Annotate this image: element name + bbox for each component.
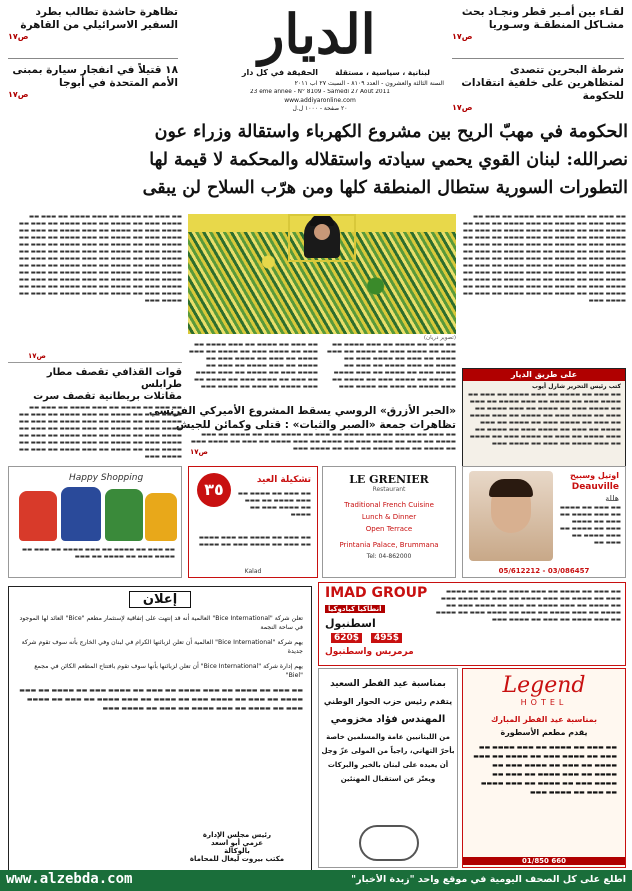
ad-kalad[interactable] bbox=[188, 466, 318, 578]
ad-legrenier[interactable] bbox=[322, 466, 456, 578]
ad-deauville[interactable] bbox=[462, 466, 626, 578]
announcement-title: إعلان bbox=[129, 591, 191, 608]
ad-legrenier-sub: Restaurant bbox=[372, 486, 406, 493]
ad-imad-title: IMAD GROUP bbox=[325, 585, 428, 601]
story-body: ▬▬ ▬▬▬ ▬▬ ▬▬▬▬ ▬▬ ▬▬▬ ▬▬▬▬ ▬▬ ▬▬▬ ▬▬ ▬▬▬▬ ▬▬▬ ▬▬ ▬▬▬▬ ▬▬ ▬▬▬ ▬▬▬▬ ▬▬ ▬▬▬ ▬▬ ▬▬▬▬ ▬▬▬ ▬▬ ▬▬▬▬ ▬▬ ▬▬▬ ▬▬▬▬ ▬▬ ▬▬▬ ▬▬ ▬▬▬▬ ▬▬▬ ▬▬ ▬▬▬▬ ▬▬ ▬▬▬ ▬▬▬▬ ▬▬ ▬▬▬ ▬▬ ▬▬▬▬ ▬▬▬ bbox=[190, 432, 456, 452]
logo-text: الديار bbox=[258, 2, 376, 66]
headline-line-3: التطورات السورية ستطال المنطقة كلها ومن هرّب السلاح لن يبقى bbox=[142, 178, 628, 198]
ad-imad-group[interactable] bbox=[318, 582, 626, 666]
ad-bags-brand: Happy Shopping bbox=[69, 473, 144, 483]
stage-screen bbox=[288, 214, 356, 262]
top-teaser-left-2[interactable] bbox=[8, 64, 178, 110]
website[interactable]: www.addiyaronline.com bbox=[284, 97, 356, 104]
ad-legend-phone: 01/850 660 bbox=[463, 857, 625, 865]
story-headline: «الحبر الأزرق» الروسي يسقط المشروع الأميركي الفرنسي bbox=[148, 405, 456, 417]
ad-kalad-title: تشكيلة العيد bbox=[256, 475, 311, 485]
article-filler-1: ▬▬ ▬▬▬ ▬▬ ▬▬▬▬ ▬▬ ▬▬▬ ▬▬▬▬ ▬▬ ▬▬▬ ▬▬ ▬▬▬▬ ▬▬▬ ▬▬ ▬▬▬▬ ▬▬ ▬▬▬ ▬▬▬▬ ▬▬ ▬▬▬ ▬▬ ▬▬▬▬ ▬▬▬ ▬▬ ▬▬▬▬ ▬▬ ▬▬▬ ▬▬▬▬ ▬▬ ▬▬▬ ▬▬ ▬▬▬▬ ▬▬▬ ▬▬ ▬▬▬▬ ▬▬ ▬▬▬ ▬▬▬▬ ▬▬ ▬▬▬ ▬▬ ▬▬▬▬ ▬▬▬ ▬▬ ▬▬▬▬ ▬▬ ▬▬▬ ▬▬▬▬ ▬▬ ▬▬▬ ▬▬ ▬▬▬▬ ▬▬▬ ▬▬ ▬▬▬▬ ▬▬ ▬▬▬ ▬▬▬▬ ▬▬ ▬▬▬ ▬▬ ▬▬▬▬ ▬▬▬ ▬▬ ▬▬▬▬ ▬▬ ▬▬▬ ▬▬▬▬ ▬▬ ▬▬▬ ▬▬ ▬▬▬▬ ▬▬▬ ▬▬ ▬▬▬▬ ▬▬ ▬▬▬ ▬▬▬▬ ▬▬ ▬▬▬ ▬▬ ▬▬▬▬ ▬▬▬ ▬▬ ▬▬▬▬ ▬▬ ▬▬▬ ▬▬▬▬ ▬▬ ▬▬▬ ▬▬ ▬▬▬▬ ▬▬▬ ▬▬ ▬▬▬▬ ▬▬ ▬▬▬ ▬▬▬▬ ▬▬ ▬▬▬ ▬▬ ▬▬▬▬ ▬▬▬ ▬▬ ▬▬▬▬ ▬▬ ▬▬▬ ▬▬▬▬ ▬▬ ▬▬▬ ▬▬ ▬▬▬▬ ▬▬▬ ▬▬ ▬▬▬▬ ▬▬ ▬▬▬ ▬▬▬▬ ▬▬ ▬▬▬ ▬▬ ▬▬▬▬ ▬▬▬ bbox=[462, 214, 626, 304]
signature-line-4: مكتب بيروت ليغال للمحاماة bbox=[189, 855, 285, 863]
ad-legrenier-line1: Traditional French Cuisine bbox=[344, 501, 434, 509]
ad-kalad-body-2: ▬▬ ▬▬▬ ▬▬ ▬▬▬▬ ▬▬ ▬▬▬ ▬▬▬▬ ▬▬ ▬▬▬ ▬▬ ▬▬▬▬ ▬▬▬ ▬▬ ▬▬▬▬ bbox=[198, 535, 311, 548]
story-subline: تظاهرات جمعة «الصبر والثبات» : قتلى وكمائن للجيش bbox=[175, 419, 456, 431]
ad-legend-sub: HOTEL bbox=[520, 698, 568, 707]
subtagline: لبنانية ، سياسية ، مستقلة bbox=[335, 68, 430, 77]
teaser-divider bbox=[8, 58, 178, 59]
ad-bags-body: ▬▬ ▬▬▬ ▬▬ ▬▬▬▬ ▬▬ ▬▬▬ ▬▬▬▬ ▬▬ ▬▬▬ ▬▬ ▬▬▬▬ ▬▬▬ ▬▬ ▬▬▬▬ ▬▬ ▬▬▬ bbox=[22, 547, 175, 560]
ad-legrenier-line4: Printania Palace, Brummana bbox=[339, 541, 439, 549]
eid-line-3: المهندس فؤاد مخزومي bbox=[330, 714, 446, 725]
teaser-text: شرطة البحرين تتصدى لمتظاهرين على خلفية انتقادات للحكومة bbox=[461, 64, 624, 102]
kalad-logo-icon: ٣٥ bbox=[197, 473, 231, 507]
article-column-right bbox=[462, 214, 626, 364]
teaser-page: ص١٧ bbox=[452, 103, 473, 112]
ad-imad-city: اسطنبول bbox=[325, 617, 376, 630]
ad-legend-hotel[interactable] bbox=[462, 668, 626, 868]
announcement-signature bbox=[177, 831, 297, 863]
top-teaser-left-1[interactable] bbox=[8, 6, 178, 56]
ad-legrenier-phone: Tel: 04-862000 bbox=[366, 553, 412, 560]
teaser-page: ص١٧ bbox=[8, 90, 29, 99]
headline-line-2: نصرالله: لبنان القوي يحمي سيادته واستقلاله والمحكمة لا قيمة لها bbox=[149, 150, 628, 170]
announcement-p3: يهم إدارة شركة "Bice International" أن تعلن لزبائنها بأنها سوف تقوم بافتتاح المطعم الكائن في مجمع "Biel" bbox=[34, 663, 303, 679]
ad-announcement[interactable] bbox=[8, 586, 312, 872]
article-column-middle: ▬▬ ▬▬▬ ▬▬ ▬▬▬▬ ▬▬ ▬▬▬ ▬▬▬▬ ▬▬ ▬▬▬ ▬▬ ▬▬▬▬ ▬▬▬ ▬▬ ▬▬▬▬ ▬▬ ▬▬▬ ▬▬▬▬ ▬▬ ▬▬▬ ▬▬ ▬▬▬▬ ▬▬▬ ▬▬ ▬▬▬▬ ▬▬ ▬▬▬ ▬▬▬▬ ▬▬ ▬▬▬ ▬▬ ▬▬▬▬ ▬▬▬ ▬▬ ▬▬▬▬ ▬▬ ▬▬▬ ▬▬▬▬ ▬▬ ▬▬▬ ▬▬ ▬▬▬▬ ▬▬▬ ▬▬ ▬▬▬▬ ▬▬ ▬▬▬ ▬▬▬▬ ▬▬ ▬▬▬ ▬▬ ▬▬▬▬ ▬▬▬ bbox=[326, 342, 456, 390]
ad-legrenier-name: LE GRENIER bbox=[349, 473, 429, 486]
ad-legend-body: ▬▬ ▬▬▬ ▬▬ ▬▬▬▬ ▬▬ ▬▬▬ ▬▬▬▬ ▬▬ ▬▬▬ ▬▬ ▬▬▬▬ ▬▬▬ ▬▬ ▬▬▬▬ ▬▬ ▬▬▬ ▬▬▬▬ ▬▬ ▬▬▬ ▬▬ ▬▬▬▬ ▬▬▬ ▬▬ ▬▬▬▬ ▬▬ ▬▬▬ ▬▬▬▬ ▬▬ ▬▬▬ ▬▬ ▬▬▬▬ ▬▬▬ ▬▬ ▬▬▬▬ ▬▬ ▬▬▬ ▬▬▬▬ ▬▬ ▬▬▬ ▬▬ ▬▬▬▬ ▬▬▬ bbox=[473, 744, 617, 796]
top-teaser-right-1[interactable] bbox=[452, 6, 624, 56]
editorial-title: على طريق الديار bbox=[463, 369, 625, 381]
announcement-filler: ▬▬ ▬▬▬ ▬▬ ▬▬▬▬ ▬▬ ▬▬▬ ▬▬▬▬ ▬▬ ▬▬▬ ▬▬ ▬▬▬▬ ▬▬▬ ▬▬ ▬▬▬▬ ▬▬ ▬▬▬ ▬▬▬▬ ▬▬ ▬▬▬ ▬▬ ▬▬▬▬ ▬▬▬ ▬▬ ▬▬▬▬ ▬▬ ▬▬▬ ▬▬▬▬ ▬▬ ▬▬▬ ▬▬ ▬▬▬▬ ▬▬▬ ▬▬ ▬▬▬▬ ▬▬ ▬▬▬ ▬▬▬▬ ▬▬ ▬▬▬ ▬▬ ▬▬▬▬ ▬▬▬ bbox=[19, 687, 303, 712]
signature-line-3: بالوكالة bbox=[224, 847, 250, 855]
eid-line-2: يتقدم رئيس حزب الحوار الوطني bbox=[323, 697, 453, 706]
article-column-left: ▬▬ ▬▬▬ ▬▬ ▬▬▬▬ ▬▬ ▬▬▬ ▬▬▬▬ ▬▬ ▬▬▬ ▬▬ ▬▬▬▬ ▬▬▬ ▬▬ ▬▬▬▬ ▬▬ ▬▬▬ ▬▬▬▬ ▬▬ ▬▬▬ ▬▬ ▬▬▬▬ ▬▬▬ ▬▬ ▬▬▬▬ ▬▬ ▬▬▬ ▬▬▬▬ ▬▬ ▬▬▬ ▬▬ ▬▬▬▬ ▬▬▬ ▬▬ ▬▬▬▬ ▬▬ ▬▬▬ ▬▬▬▬ ▬▬ ▬▬▬ ▬▬ ▬▬▬▬ ▬▬▬ ▬▬ ▬▬▬▬ ▬▬ ▬▬▬ ▬▬▬▬ ▬▬ ▬▬▬ ▬▬ ▬▬▬▬ ▬▬▬ ▬▬ ▬▬▬▬ ▬▬ ▬▬▬ ▬▬▬▬ ▬▬ ▬▬▬ ▬▬ ▬▬▬▬ ▬▬▬ ▬▬ ▬▬▬▬ ▬▬ ▬▬▬ ▬▬▬▬ ▬▬ ▬▬▬ ▬▬ ▬▬▬▬ ▬▬▬ ▬▬ ▬▬▬▬ ▬▬ ▬▬▬ ▬▬▬▬ ▬▬ ▬▬▬ ▬▬ ▬▬▬▬ ▬▬▬ ▬▬ ▬▬▬▬ ▬▬ ▬▬▬ ▬▬▬▬ ▬▬ ▬▬▬ ▬▬ ▬▬▬▬ ▬▬▬ ▬▬ ▬▬▬▬ ▬▬ ▬▬▬ ▬▬▬▬ ▬▬ ▬▬▬ ▬▬ ▬▬▬▬ ▬▬▬ ▬▬ ▬▬▬▬ ▬▬ ▬▬▬ ▬▬▬▬ ▬▬ ▬▬▬ ▬▬ ▬▬▬▬ ▬▬▬ ▬▬ ▬▬▬▬ ▬▬ ▬▬▬ ▬▬▬▬ ▬▬ ▬▬▬ ▬▬ ▬▬▬▬ ▬▬▬ bbox=[18, 214, 182, 304]
issue-line: السنة الثالثة والعشرون - العدد ٨١٠٩ - السبت ٢٧ آب ٢٠١١ bbox=[294, 80, 444, 87]
teaser-text: تظاهرة حاشدة تطالب بطرد السفير الاسرائيلي من القاهرة bbox=[20, 6, 178, 31]
announcement-p2: يهم شركة "Bice International" العالمية أن تعلن لزبائنها الكرام في لبنان وفي الخارج بأنه سوف تقوم شركة جديدة bbox=[21, 639, 303, 655]
eid-line-1: بمناسبة عيد الفطر السعيد bbox=[330, 679, 446, 689]
main-photo[interactable] bbox=[188, 214, 456, 334]
left-column-page: ص١٧ bbox=[28, 352, 46, 360]
ad-legend-greeting: بمناسبة عيد الفطر المبارك bbox=[491, 715, 597, 724]
bag-icon-3 bbox=[105, 489, 143, 541]
teaser-divider bbox=[452, 58, 624, 59]
tagline: الحقيقة في كل دار bbox=[241, 68, 318, 77]
ad-imad-price-2: 495$ bbox=[371, 633, 402, 643]
newspaper-logo[interactable] bbox=[186, 2, 448, 72]
editorial-box[interactable] bbox=[462, 368, 626, 480]
top-teaser-right-2[interactable] bbox=[452, 64, 624, 110]
main-headline[interactable] bbox=[92, 118, 628, 206]
ad-kalad-brand: Kalad bbox=[244, 568, 262, 575]
story-qaddafi[interactable] bbox=[8, 362, 182, 462]
ad-bags[interactable] bbox=[8, 466, 182, 578]
ad-deauville-phone: 05/612212 - 03/086457 bbox=[498, 567, 590, 575]
signature-line-1: رئيس مجلس الإدارة bbox=[202, 831, 272, 839]
eid-line-7: ويعتّز عن استقبال المهنئين bbox=[340, 775, 436, 783]
footer-text: اطلع على كل الصحف اليومية في موقع واحد "زبدة الأخبار" bbox=[351, 874, 626, 885]
ad-kalad-body: ▬▬ ▬▬▬ ▬▬ ▬▬▬▬ ▬▬ ▬▬▬ ▬▬▬▬ ▬▬ ▬▬▬ ▬▬ ▬▬▬▬ ▬▬▬ ▬▬ ▬▬▬▬ bbox=[237, 491, 311, 518]
bag-icon-1 bbox=[19, 491, 57, 541]
announcement-p1: تعلن شركة "Bice International" العالمية أنه قد إنتهت على إتفاقية لإستثمار مطعم "Bice" العائد لها الموجود في ساحة النجمة bbox=[19, 615, 303, 631]
bag-icon-4 bbox=[145, 493, 177, 541]
story-page: ص١٧ bbox=[190, 448, 208, 456]
ad-legrenier-line2: Lunch & Dinner bbox=[361, 513, 417, 521]
ad-imad-offer: مرمريس واسطنبول bbox=[325, 647, 414, 657]
price: ٢٠ صفحة - ١٠٠٠ ل.ل bbox=[292, 105, 348, 112]
ad-deauville-name: Deauville bbox=[571, 482, 619, 492]
eid-calligraphy-icon bbox=[359, 825, 419, 861]
ad-legend-offer: يقدم مطعم الأسطورة bbox=[500, 728, 588, 737]
footer-site[interactable]: www.alzebda.com bbox=[6, 871, 133, 887]
teaser-page: ص١٧ bbox=[452, 32, 473, 41]
ad-deauville-title: اوتيل وسبيح bbox=[569, 471, 619, 480]
eid-line-5: بأحرّ التهاني، راجياً من المولى عزّ وجل bbox=[321, 747, 455, 755]
story-headline-1: قوات القذافي تقصف مطار طرابلس bbox=[46, 367, 182, 390]
masthead bbox=[0, 0, 632, 116]
teaser-text: لقـاء بين أمـير قطر ونجـاد بحث مشـاكل المنطقـة وسـوريا bbox=[461, 6, 624, 31]
teaser-text: ١٨ قتيلاً في انفجار سيارة بمبنى الأمم المتحدة في أبوجا bbox=[12, 64, 178, 89]
ad-legend-name: Legend bbox=[502, 673, 586, 698]
signature-line-2: عزمي أبو اسعد bbox=[210, 839, 264, 847]
footer-bar[interactable] bbox=[0, 870, 632, 891]
story-russian-veto[interactable] bbox=[148, 404, 456, 460]
story-headline-2: مقاتلات بريطانية تقصف سرت bbox=[33, 391, 182, 402]
ad-legrenier-line3: Open Terrace bbox=[365, 525, 413, 533]
eid-line-6: أن يعيده على لبنان بالخير والبركات bbox=[327, 761, 449, 769]
bag-icon-2 bbox=[61, 487, 101, 541]
ad-imad-body: ▬▬ ▬▬▬ ▬▬ ▬▬▬▬ ▬▬ ▬▬▬ ▬▬▬▬ ▬▬ ▬▬▬ ▬▬ ▬▬▬▬ ▬▬▬ ▬▬ ▬▬▬▬ ▬▬ ▬▬▬ ▬▬▬▬ ▬▬ ▬▬▬ ▬▬ ▬▬▬▬ ▬▬▬ ▬▬ ▬▬▬▬ ▬▬ ▬▬▬ ▬▬▬▬ ▬▬ ▬▬▬ ▬▬ ▬▬▬▬ ▬▬▬ ▬▬ ▬▬▬▬ ▬▬ ▬▬▬ ▬▬▬▬ ▬▬ ▬▬▬ ▬▬ ▬▬▬▬ ▬▬▬ ▬▬ ▬▬▬▬ ▬▬ ▬▬▬ ▬▬▬▬ ▬▬ ▬▬▬ ▬▬ ▬▬▬▬ ▬▬▬ bbox=[435, 589, 621, 623]
eid-line-4: من اللبنانيين عامة والمسلمين خاصة bbox=[326, 733, 450, 741]
headline-line-1: الحكومة في مهبّ الريح بين مشروع الكهرباء واستقالة وزراء عون bbox=[154, 122, 628, 142]
editorial-byline: كتب رئيس التحرير شارل أيوب bbox=[532, 383, 621, 390]
teaser-page: ص١٧ bbox=[8, 32, 29, 41]
issue-line-en: 23 ème année - N° 8109 - Samedi 27 Août 2011 bbox=[249, 89, 390, 95]
story-body: ▬▬ ▬▬▬ ▬▬ ▬▬▬▬ ▬▬ ▬▬▬ ▬▬▬▬ ▬▬ ▬▬▬ ▬▬ ▬▬▬▬ ▬▬▬ ▬▬ ▬▬▬▬ ▬▬ ▬▬▬ ▬▬▬▬ ▬▬ ▬▬▬ ▬▬ ▬▬▬▬ ▬▬▬ ▬▬ ▬▬▬▬ ▬▬ ▬▬▬ ▬▬▬▬ ▬▬ ▬▬▬ ▬▬ ▬▬▬▬ ▬▬▬ ▬▬ ▬▬▬▬ ▬▬ ▬▬▬ ▬▬▬▬ ▬▬ ▬▬▬ ▬▬ ▬▬▬▬ ▬▬▬ ▬▬ ▬▬▬▬ ▬▬ ▬▬▬ ▬▬▬▬ ▬▬ ▬▬▬ ▬▬ ▬▬▬▬ ▬▬▬ ▬▬ ▬▬▬▬ ▬▬ ▬▬▬ ▬▬▬▬ ▬▬ ▬▬▬ ▬▬ ▬▬▬▬ ▬▬▬ ▬▬ ▬▬▬▬ ▬▬ ▬▬▬ ▬▬▬▬ ▬▬ ▬▬▬ ▬▬ ▬▬▬▬ ▬▬▬ bbox=[18, 405, 182, 459]
ad-imad-price-1: 620$ bbox=[331, 633, 362, 643]
ad-imad-tag: انطاكيا كبادوكيا bbox=[325, 605, 385, 613]
editorial-body: ▬▬ ▬▬▬ ▬▬ ▬▬▬▬ ▬▬ ▬▬▬ ▬▬▬▬ ▬▬ ▬▬▬ ▬▬ ▬▬▬▬ ▬▬▬ ▬▬ ▬▬▬▬ ▬▬ ▬▬▬ ▬▬▬▬ ▬▬ ▬▬▬ ▬▬ ▬▬▬▬ ▬▬▬ ▬▬ ▬▬▬▬ ▬▬ ▬▬▬ ▬▬▬▬ ▬▬ ▬▬▬ ▬▬ ▬▬▬▬ ▬▬▬ ▬▬ ▬▬▬▬ ▬▬ ▬▬▬ ▬▬▬▬ ▬▬ ▬▬▬ ▬▬ ▬▬▬▬ ▬▬▬ ▬▬ ▬▬▬▬ ▬▬ ▬▬▬ ▬▬▬▬ ▬▬ ▬▬▬ ▬▬ ▬▬▬▬ ▬▬▬ ▬▬ ▬▬▬▬ ▬▬ ▬▬▬ ▬▬▬▬ ▬▬ ▬▬▬ ▬▬ ▬▬▬▬ ▬▬▬ ▬▬ ▬▬▬▬ ▬▬ ▬▬▬ ▬▬▬▬ ▬▬ ▬▬▬ ▬▬ ▬▬▬▬ ▬▬▬ bbox=[468, 392, 621, 447]
photo-caption: (تصوير دريان) bbox=[423, 335, 456, 341]
article-column-middle-2: ▬▬ ▬▬▬ ▬▬ ▬▬▬▬ ▬▬ ▬▬▬ ▬▬▬▬ ▬▬ ▬▬▬ ▬▬ ▬▬▬▬ ▬▬▬ ▬▬ ▬▬▬▬ ▬▬ ▬▬▬ ▬▬▬▬ ▬▬ ▬▬▬ ▬▬ ▬▬▬▬ ▬▬▬ ▬▬ ▬▬▬▬ ▬▬ ▬▬▬ ▬▬▬▬ ▬▬ ▬▬▬ ▬▬ ▬▬▬▬ ▬▬▬ ▬▬ ▬▬▬▬ ▬▬ ▬▬▬ ▬▬▬▬ ▬▬ ▬▬▬ ▬▬ ▬▬▬▬ ▬▬▬ ▬▬ ▬▬▬▬ ▬▬ ▬▬▬ ▬▬▬▬ ▬▬ ▬▬▬ ▬▬ ▬▬▬▬ ▬▬▬ bbox=[188, 342, 318, 390]
portrait-hair-icon bbox=[489, 479, 533, 497]
ad-eid-greeting[interactable] bbox=[318, 668, 458, 868]
ad-deauville-body: ▬▬ ▬▬▬ ▬▬ ▬▬▬▬ ▬▬ ▬▬▬ ▬▬▬▬ ▬▬ ▬▬▬ ▬▬ ▬▬▬▬ ▬▬▬ ▬▬ ▬▬▬▬ ▬▬ ▬▬▬ ▬▬▬▬ ▬▬ ▬▬▬ ▬▬ bbox=[559, 505, 621, 546]
ad-deauville-subtitle: هللة bbox=[605, 494, 619, 503]
ad-deauville-portrait bbox=[469, 471, 553, 561]
